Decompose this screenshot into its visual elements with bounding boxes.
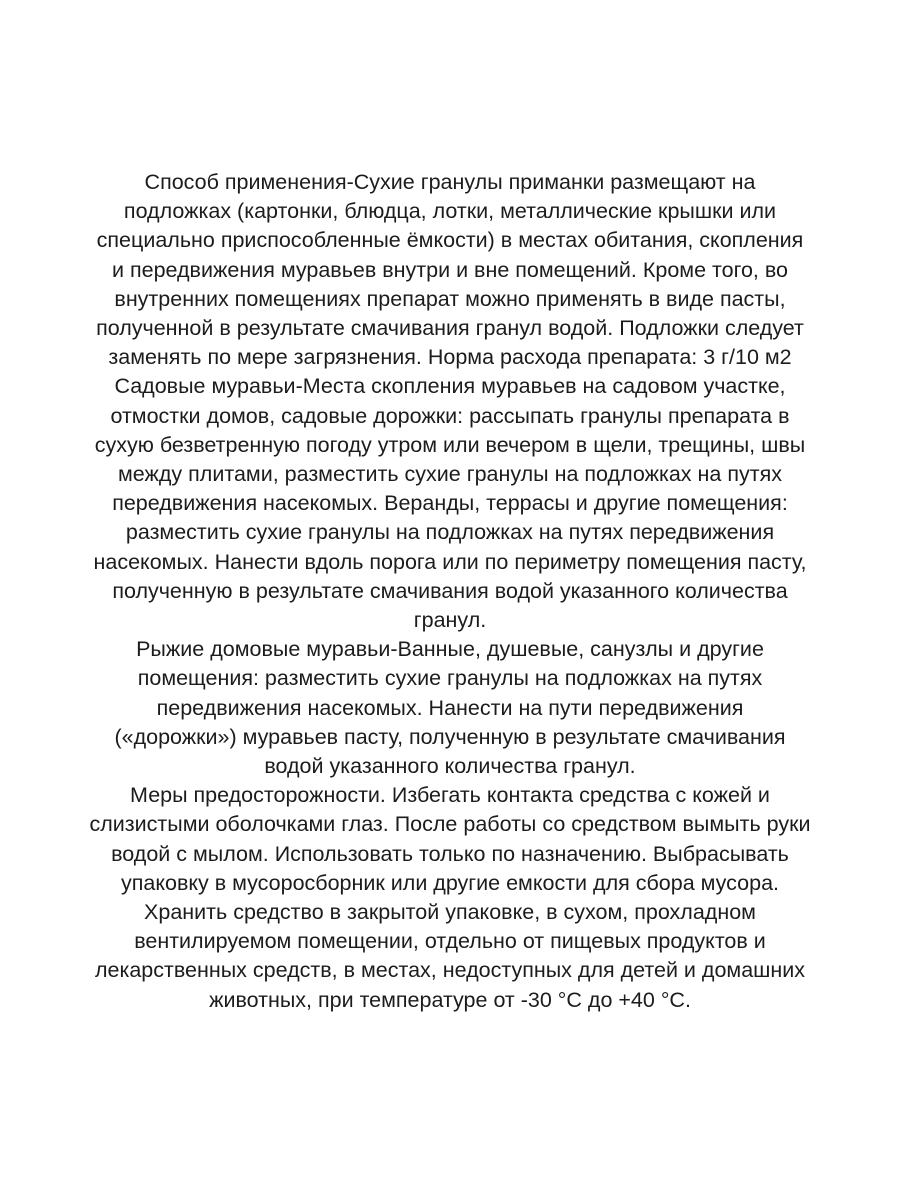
text-line: между плитами, разместить сухие гранулы на подложках на путях [118, 462, 782, 487]
text-line: внутренних помещениях препарат можно применять в виде пасты, [114, 286, 786, 311]
text-line: вентилируемом помещении, отдельно от пищевых продуктов и [134, 929, 766, 954]
text-line: слизистыми оболочками глаз. После работы со средством вымыть руки [89, 812, 811, 837]
text-line: разместить сухие гранулы на подложках на путях передвижения [125, 520, 775, 545]
text-line: помещения: разместить сухие гранулы на подложках на путях [137, 666, 763, 691]
text-line: подложках (картонки, блюдца, лотки, металлические крышки или [123, 199, 777, 224]
text-line: животных, при температуре от -30 °С до +40 °С. [209, 987, 691, 1012]
text-line: водой с мылом. Использовать только по назначению. Выбрасывать [111, 841, 789, 866]
text-line: упаковку в мусоросборник или другие емкости для сбора мусора. [120, 870, 780, 895]
text-line: Хранить средство в закрытой упаковке, в сухом, прохладном [144, 900, 756, 925]
text-line: Способ применения-Сухие гранулы приманки размещают на [144, 170, 756, 194]
text-line: заменять по мере загрязнения. Норма расхода препарата: 3 г/10 м2 [108, 345, 792, 370]
text-line: («дорожки») муравьев пасту, полученную в результате смачивания [114, 724, 786, 749]
text-line: полученной в результате смачивания гранул водой. Подложки следует [96, 316, 804, 341]
text-line: Рыжие домовые муравьи-Ванные, душевые, санузлы и другие [136, 637, 764, 662]
text-line: Садовые муравьи-Места скопления муравьев на садовом участке, [114, 374, 786, 399]
text-line: водой указанного количества гранул. [264, 754, 636, 779]
text-line: и передвижения муравьев внутри и вне помещений. Кроме того, во [111, 257, 788, 282]
text-line: отмостки домов, садовые дорожки: рассыпать гранулы препарата в [110, 403, 790, 428]
text-line: насекомых. Нанести вдоль порога или по периметру помещения пасту, [93, 549, 807, 574]
text-line: Меры предосторожности. Избегать контакта средства с кожей и [130, 783, 770, 808]
text-line: сухую безветренную погоду утром или вечером в щели, трещины, швы [94, 432, 806, 457]
text-line: полученную в результате смачивания водой указанного количества [112, 578, 788, 603]
instructions-text [40, 168, 860, 1015]
text-line: передвижения насекомых. Веранды, террасы и другие помещения: [112, 491, 788, 516]
text-line: гранул. [413, 608, 487, 633]
text-line: передвижения насекомых. Нанести на пути передвижения [156, 695, 744, 720]
text-line: лекарственных средств, в местах, недоступных для детей и домашних [94, 958, 806, 983]
text-line: специально приспособленные ёмкости) в местах обитания, скопления [96, 228, 804, 253]
